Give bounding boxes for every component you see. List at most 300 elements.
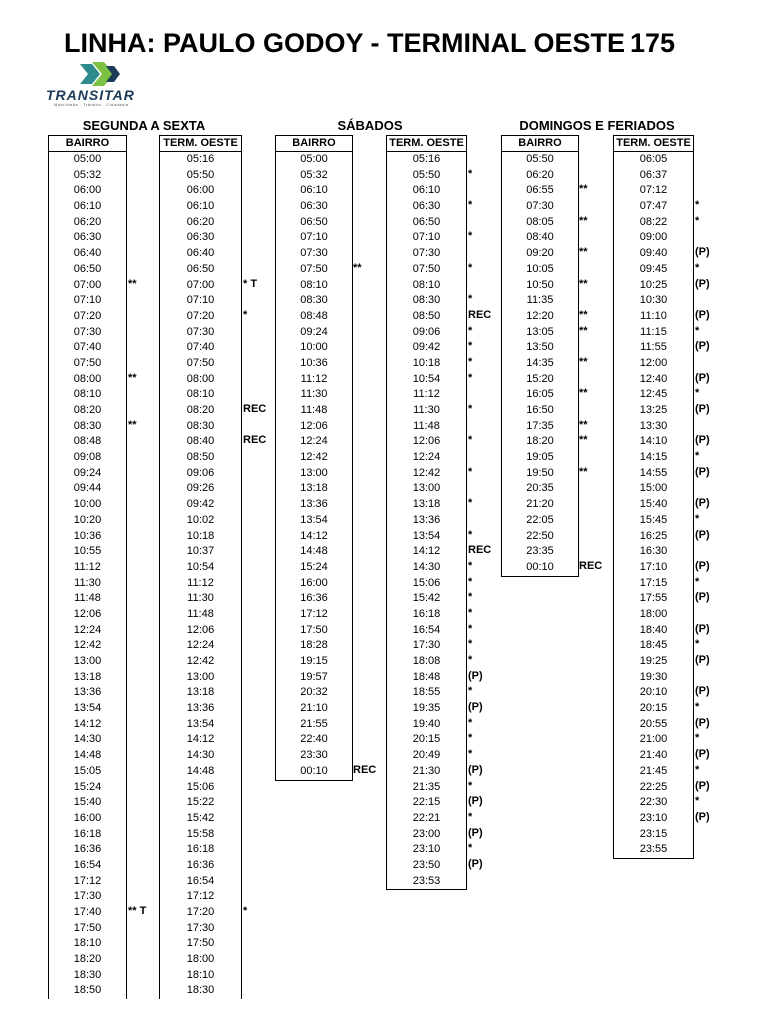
time-cell: 14:12 — [73, 717, 102, 730]
time-cell: 12:24 — [186, 639, 215, 652]
time-mark — [243, 339, 266, 355]
time-mark — [579, 480, 602, 496]
time-cell: 14:48 — [73, 749, 102, 762]
time-mark: (P) — [468, 763, 483, 776]
time-mark — [243, 606, 266, 622]
time-mark: (P) — [695, 528, 710, 541]
time-cell: 13:36 — [73, 686, 102, 699]
time-mark — [243, 465, 266, 481]
time-cell: 06:50 — [300, 215, 328, 228]
time-cell: 12:20 — [526, 309, 554, 322]
time-cell: 10:20 — [73, 513, 102, 526]
transitar-logo — [46, 60, 156, 110]
time-mark — [243, 841, 266, 857]
time-cell: 11:35 — [526, 294, 554, 307]
time-mark — [128, 716, 146, 732]
time-mark — [579, 543, 602, 559]
time-cell: 10:25 — [639, 278, 668, 291]
time-mark: * — [695, 575, 700, 588]
time-cell: 20:32 — [300, 686, 328, 699]
time-cell: 20:10 — [639, 686, 668, 699]
time-cell: 14:30 — [73, 733, 102, 746]
time-mark — [128, 982, 146, 998]
time-cell: 17:12 — [186, 890, 215, 903]
time-cell: 11:12 — [187, 576, 214, 589]
time-mark — [353, 575, 376, 591]
time-mark — [695, 151, 710, 167]
time-cell: 18:45 — [639, 639, 668, 652]
time-cell: 13:36 — [412, 513, 441, 526]
time-cell: 22:50 — [526, 529, 554, 542]
time-mark: ** — [128, 371, 137, 384]
time-mark — [579, 528, 602, 544]
column-header: TERM. OESTE — [160, 136, 241, 152]
time-cell: 06:05 — [639, 153, 668, 165]
time-cell: 10:55 — [73, 545, 102, 558]
time-cell: 15:40 — [639, 498, 668, 511]
time-cell: 09:40 — [639, 247, 668, 260]
time-cell: 11:12 — [74, 560, 101, 573]
time-cell: 10:05 — [526, 262, 554, 275]
time-cell: 07:20 — [186, 309, 215, 322]
time-mark — [353, 292, 376, 308]
time-cell: 08:48 — [300, 309, 328, 322]
time-mark: (P) — [695, 779, 710, 792]
time-mark: * — [695, 214, 700, 227]
time-cell: 09:06 — [186, 466, 215, 479]
time-cell: 12:42 — [186, 655, 215, 667]
time-cell: 10:02 — [186, 513, 215, 526]
time-mark: ** T — [128, 905, 147, 917]
time-cell: 16:36 — [73, 843, 102, 856]
time-cell: 07:30 — [526, 200, 554, 213]
time-cell: 18:55 — [412, 686, 441, 699]
time-mark — [353, 418, 376, 434]
time-cell: 07:30 — [73, 325, 102, 338]
time-cell: 11:48 — [300, 404, 328, 416]
time-cell: 10:18 — [186, 529, 215, 542]
time-cell: 08:10 — [300, 278, 328, 291]
time-mark — [353, 465, 376, 481]
time-cell: 17:30 — [412, 639, 441, 652]
time-cell: 06:30 — [300, 200, 328, 213]
time-cell: 08:20 — [73, 404, 102, 416]
time-mark — [128, 653, 146, 669]
time-cell: 17:55 — [639, 592, 668, 605]
time-mark: (P) — [695, 371, 710, 384]
time-mark — [468, 182, 491, 198]
time-cell: 08:22 — [639, 215, 668, 228]
time-cell: 07:50 — [73, 356, 102, 369]
time-mark — [243, 182, 266, 198]
time-mark — [468, 151, 491, 167]
time-mark: (P) — [695, 622, 710, 635]
time-cell: 22:21 — [412, 811, 441, 824]
time-cell: 07:30 — [300, 247, 328, 260]
time-mark: * — [468, 528, 473, 541]
time-cell: 13:25 — [639, 404, 668, 416]
time-cell: 05:00 — [300, 153, 328, 165]
time-cell: 15:45 — [639, 513, 668, 526]
time-cell: 19:30 — [639, 670, 668, 683]
time-mark — [243, 873, 266, 889]
time-mark — [128, 622, 146, 638]
time-mark — [243, 355, 266, 371]
time-mark — [243, 810, 266, 826]
time-mark — [128, 590, 146, 606]
time-cell: 19:05 — [526, 451, 554, 464]
time-mark — [243, 480, 266, 496]
time-cell: 07:20 — [73, 309, 102, 322]
time-mark — [468, 386, 491, 402]
time-cell: 12:06 — [186, 623, 215, 636]
time-cell: 12:06 — [300, 419, 328, 432]
weekday-bairro-marks — [128, 151, 146, 998]
time-mark — [243, 716, 266, 732]
time-mark: (P) — [695, 591, 710, 604]
time-cell: 07:40 — [186, 341, 215, 354]
time-cell: 05:32 — [73, 168, 102, 181]
time-mark — [243, 794, 266, 810]
time-mark — [353, 606, 376, 622]
time-cell: 15:06 — [412, 576, 441, 589]
time-cell: 06:50 — [412, 215, 441, 228]
time-cell: 08:30 — [300, 294, 328, 307]
time-mark: * — [468, 591, 473, 604]
time-mark: ** — [128, 277, 137, 290]
time-cell: 06:20 — [73, 215, 102, 228]
time-cell: 18:30 — [186, 984, 215, 997]
time-cell: 18:20 — [526, 435, 554, 448]
time-cell: 11:30 — [413, 404, 440, 416]
time-cell: 20:35 — [526, 482, 554, 495]
time-mark: * — [468, 371, 473, 384]
time-mark: * — [468, 167, 473, 180]
time-mark: (P) — [468, 826, 483, 839]
time-mark — [243, 951, 266, 967]
time-mark — [243, 622, 266, 638]
time-cell: 14:12 — [412, 545, 441, 558]
time-cell: 09:06 — [412, 325, 441, 338]
time-cell: 18:08 — [412, 655, 441, 667]
time-cell: 12:42 — [300, 451, 328, 464]
time-cell: 23:53 — [412, 874, 441, 887]
time-mark — [243, 214, 266, 230]
time-cell: 11:12 — [413, 388, 440, 401]
time-mark: * — [468, 842, 473, 855]
time-cell: 23:15 — [639, 827, 668, 840]
time-mark — [468, 214, 491, 230]
time-cell: 11:30 — [187, 592, 214, 605]
time-cell: 18:10 — [73, 937, 102, 950]
time-mark — [353, 528, 376, 544]
time-mark: (P) — [695, 403, 710, 415]
time-cell: 08:20 — [186, 404, 215, 416]
sunday-bairro-column — [501, 135, 579, 577]
time-cell: 09:42 — [186, 498, 215, 511]
time-cell: 17:50 — [300, 623, 328, 636]
time-mark: (P) — [468, 669, 483, 682]
time-mark: * — [695, 261, 700, 274]
time-mark: * — [468, 497, 473, 510]
weekday-title: SEGUNDA A SEXTA — [82, 118, 206, 133]
time-cell: 07:10 — [412, 231, 441, 244]
time-cell: 10:18 — [412, 356, 441, 369]
time-cell: 23:35 — [526, 545, 554, 558]
time-cell: 17:12 — [300, 607, 328, 620]
time-cell: 16:18 — [412, 607, 441, 620]
time-cell: 05:32 — [300, 168, 328, 181]
time-mark — [353, 747, 376, 763]
time-mark — [128, 433, 146, 449]
time-mark — [243, 888, 266, 904]
time-cell: 11:48 — [187, 607, 214, 620]
time-mark — [695, 229, 710, 245]
time-cell: 06:55 — [526, 184, 554, 197]
sunday-bairro-marks — [579, 151, 602, 575]
time-cell: 08:48 — [73, 435, 102, 448]
time-mark — [353, 167, 376, 183]
time-cell: 12:06 — [412, 435, 441, 448]
time-cell: 08:10 — [412, 278, 441, 291]
time-mark — [128, 543, 146, 559]
time-mark — [353, 339, 376, 355]
time-cell: 19:25 — [639, 655, 668, 667]
time-cell: 15:24 — [73, 780, 102, 793]
time-cell: 15:58 — [186, 827, 215, 840]
time-cell: 15:42 — [186, 811, 215, 824]
time-mark — [128, 810, 146, 826]
time-mark: * — [695, 638, 700, 651]
time-cell: 14:10 — [639, 435, 668, 448]
time-mark — [128, 355, 146, 371]
time-mark — [243, 731, 266, 747]
time-mark — [353, 277, 376, 293]
time-cell: 16:00 — [73, 811, 102, 824]
time-cell: 12:06 — [73, 607, 102, 620]
time-mark — [243, 653, 266, 669]
time-mark: ** — [579, 355, 588, 368]
time-cell: 13:00 — [73, 655, 102, 667]
time-mark — [353, 684, 376, 700]
time-mark — [579, 449, 602, 465]
time-mark — [128, 308, 146, 324]
time-mark — [695, 480, 710, 496]
time-cell: 06:30 — [412, 200, 441, 213]
time-mark: * — [468, 403, 473, 415]
time-cell: 08:30 — [412, 294, 441, 307]
time-cell: 00:10 — [526, 560, 554, 573]
time-mark — [128, 841, 146, 857]
time-mark — [579, 496, 602, 512]
time-cell: 12:45 — [639, 388, 668, 401]
time-mark — [579, 371, 602, 387]
time-cell: 06:00 — [73, 184, 102, 197]
time-mark — [128, 779, 146, 795]
saturday-bairro-column — [275, 135, 353, 781]
time-mark — [128, 684, 146, 700]
time-mark: * — [695, 512, 700, 525]
time-mark — [243, 528, 266, 544]
time-mark — [243, 747, 266, 763]
time-cell: 07:00 — [186, 278, 215, 291]
time-mark: * — [243, 308, 248, 321]
time-cell: 21:45 — [639, 764, 668, 777]
time-cell: 23:30 — [300, 749, 328, 762]
time-cell: 13:54 — [73, 702, 102, 715]
time-mark: (P) — [695, 340, 710, 353]
time-cell: 22:40 — [300, 733, 328, 746]
time-mark — [128, 292, 146, 308]
time-cell: 19:35 — [412, 702, 441, 715]
time-mark — [353, 324, 376, 340]
time-cell: 17:15 — [639, 576, 668, 589]
time-mark — [128, 198, 146, 214]
time-mark — [243, 245, 266, 261]
time-cell: 11:48 — [74, 592, 101, 605]
time-cell: 06:37 — [639, 168, 668, 181]
time-cell: 17:10 — [639, 560, 668, 573]
time-mark: * — [468, 732, 473, 745]
time-mark — [353, 214, 376, 230]
time-mark — [128, 731, 146, 747]
time-cell: 12:24 — [412, 451, 441, 464]
time-mark: * — [468, 434, 473, 447]
time-mark — [128, 857, 146, 873]
time-cell: 09:45 — [639, 262, 668, 275]
time-cell: 13:36 — [186, 702, 215, 715]
time-cell: 06:30 — [186, 231, 215, 244]
time-cell: 13:54 — [186, 717, 215, 730]
time-mark: * — [468, 622, 473, 635]
time-cell: 17:12 — [73, 874, 102, 887]
time-mark: * — [695, 732, 700, 745]
time-mark: ** — [579, 418, 588, 431]
time-mark — [128, 167, 146, 183]
time-cell: 11:12 — [300, 372, 328, 385]
time-cell: 06:20 — [526, 168, 554, 181]
weekday-terminal-column — [159, 135, 242, 999]
time-cell: 19:57 — [300, 670, 328, 683]
time-mark — [353, 229, 376, 245]
time-mark — [579, 512, 602, 528]
time-cell: 16:18 — [73, 827, 102, 840]
time-mark: (P) — [695, 654, 710, 666]
time-mark: * — [468, 293, 473, 306]
time-cell: 13:18 — [73, 670, 102, 683]
time-cell: 08:10 — [73, 388, 102, 401]
time-mark — [468, 449, 491, 465]
time-cell: 09:00 — [639, 231, 668, 244]
time-cell: 06:30 — [73, 231, 102, 244]
time-mark: ** — [579, 324, 588, 337]
time-mark — [128, 402, 146, 418]
time-mark: * — [468, 465, 473, 478]
time-cell: 13:18 — [300, 482, 328, 495]
time-cell: 20:49 — [412, 749, 441, 762]
time-cell: 09:44 — [73, 482, 102, 495]
time-mark: REC — [468, 308, 492, 321]
time-cell: 08:00 — [186, 372, 215, 385]
time-cell: 10:36 — [300, 356, 328, 369]
time-cell: 09:20 — [526, 247, 554, 260]
time-mark — [128, 229, 146, 245]
line-number: 175 — [630, 28, 676, 58]
sunday-terminal-column — [613, 135, 694, 859]
time-cell: 08:10 — [186, 388, 215, 401]
time-mark — [579, 261, 602, 277]
time-cell: 16:36 — [300, 592, 328, 605]
time-mark — [695, 418, 710, 434]
time-mark: ** — [579, 246, 588, 259]
column-header: BAIRRO — [276, 136, 352, 152]
time-cell: 16:18 — [186, 843, 215, 856]
logo-brand: TRANSITAR — [46, 87, 135, 103]
time-cell: 18:20 — [73, 953, 102, 966]
time-cell: 08:05 — [526, 215, 554, 228]
time-cell: 07:50 — [412, 262, 441, 275]
time-mark — [243, 857, 266, 873]
time-mark — [243, 684, 266, 700]
time-mark — [468, 418, 491, 434]
time-mark — [353, 198, 376, 214]
time-mark: * — [468, 779, 473, 792]
time-mark — [353, 151, 376, 167]
time-cell: 20:55 — [639, 717, 668, 730]
time-cell: 16:54 — [73, 858, 102, 871]
time-mark — [579, 402, 602, 418]
time-mark: (P) — [695, 308, 710, 321]
time-mark: (P) — [695, 810, 710, 823]
time-mark: (P) — [695, 497, 710, 510]
time-mark: * — [468, 324, 473, 337]
time-cell: 05:16 — [412, 153, 441, 165]
time-mark — [353, 308, 376, 324]
time-mark — [128, 794, 146, 810]
time-cell: 13:36 — [300, 498, 328, 511]
time-cell: 11:30 — [74, 576, 101, 589]
time-mark — [353, 480, 376, 496]
time-cell: 08:30 — [73, 419, 102, 432]
time-cell: 14:30 — [186, 749, 215, 762]
time-mark: * — [695, 324, 700, 337]
time-mark — [128, 826, 146, 842]
time-mark — [695, 543, 710, 559]
time-cell: 14:55 — [639, 466, 668, 479]
time-mark — [695, 669, 710, 685]
time-mark — [243, 826, 266, 842]
time-cell: 16:30 — [639, 545, 668, 558]
time-mark — [243, 590, 266, 606]
time-cell: 23:50 — [412, 858, 441, 871]
time-cell: 11:55 — [640, 341, 667, 354]
time-mark — [353, 653, 376, 669]
time-mark — [128, 261, 146, 277]
saturday-terminal-marks — [468, 151, 491, 888]
time-mark — [128, 480, 146, 496]
time-mark — [353, 637, 376, 653]
time-cell: 14:15 — [639, 451, 668, 464]
time-mark — [695, 606, 710, 622]
page-title: LINHA: PAULO GODOY - TERMINAL OESTE — [64, 28, 626, 58]
time-cell: 22:30 — [639, 796, 668, 809]
time-cell: 23:10 — [639, 811, 668, 824]
time-mark — [695, 355, 710, 371]
time-cell: 12:00 — [639, 356, 668, 369]
time-cell: 17:50 — [73, 921, 102, 934]
time-mark — [579, 229, 602, 245]
time-cell: 07:00 — [73, 278, 102, 291]
